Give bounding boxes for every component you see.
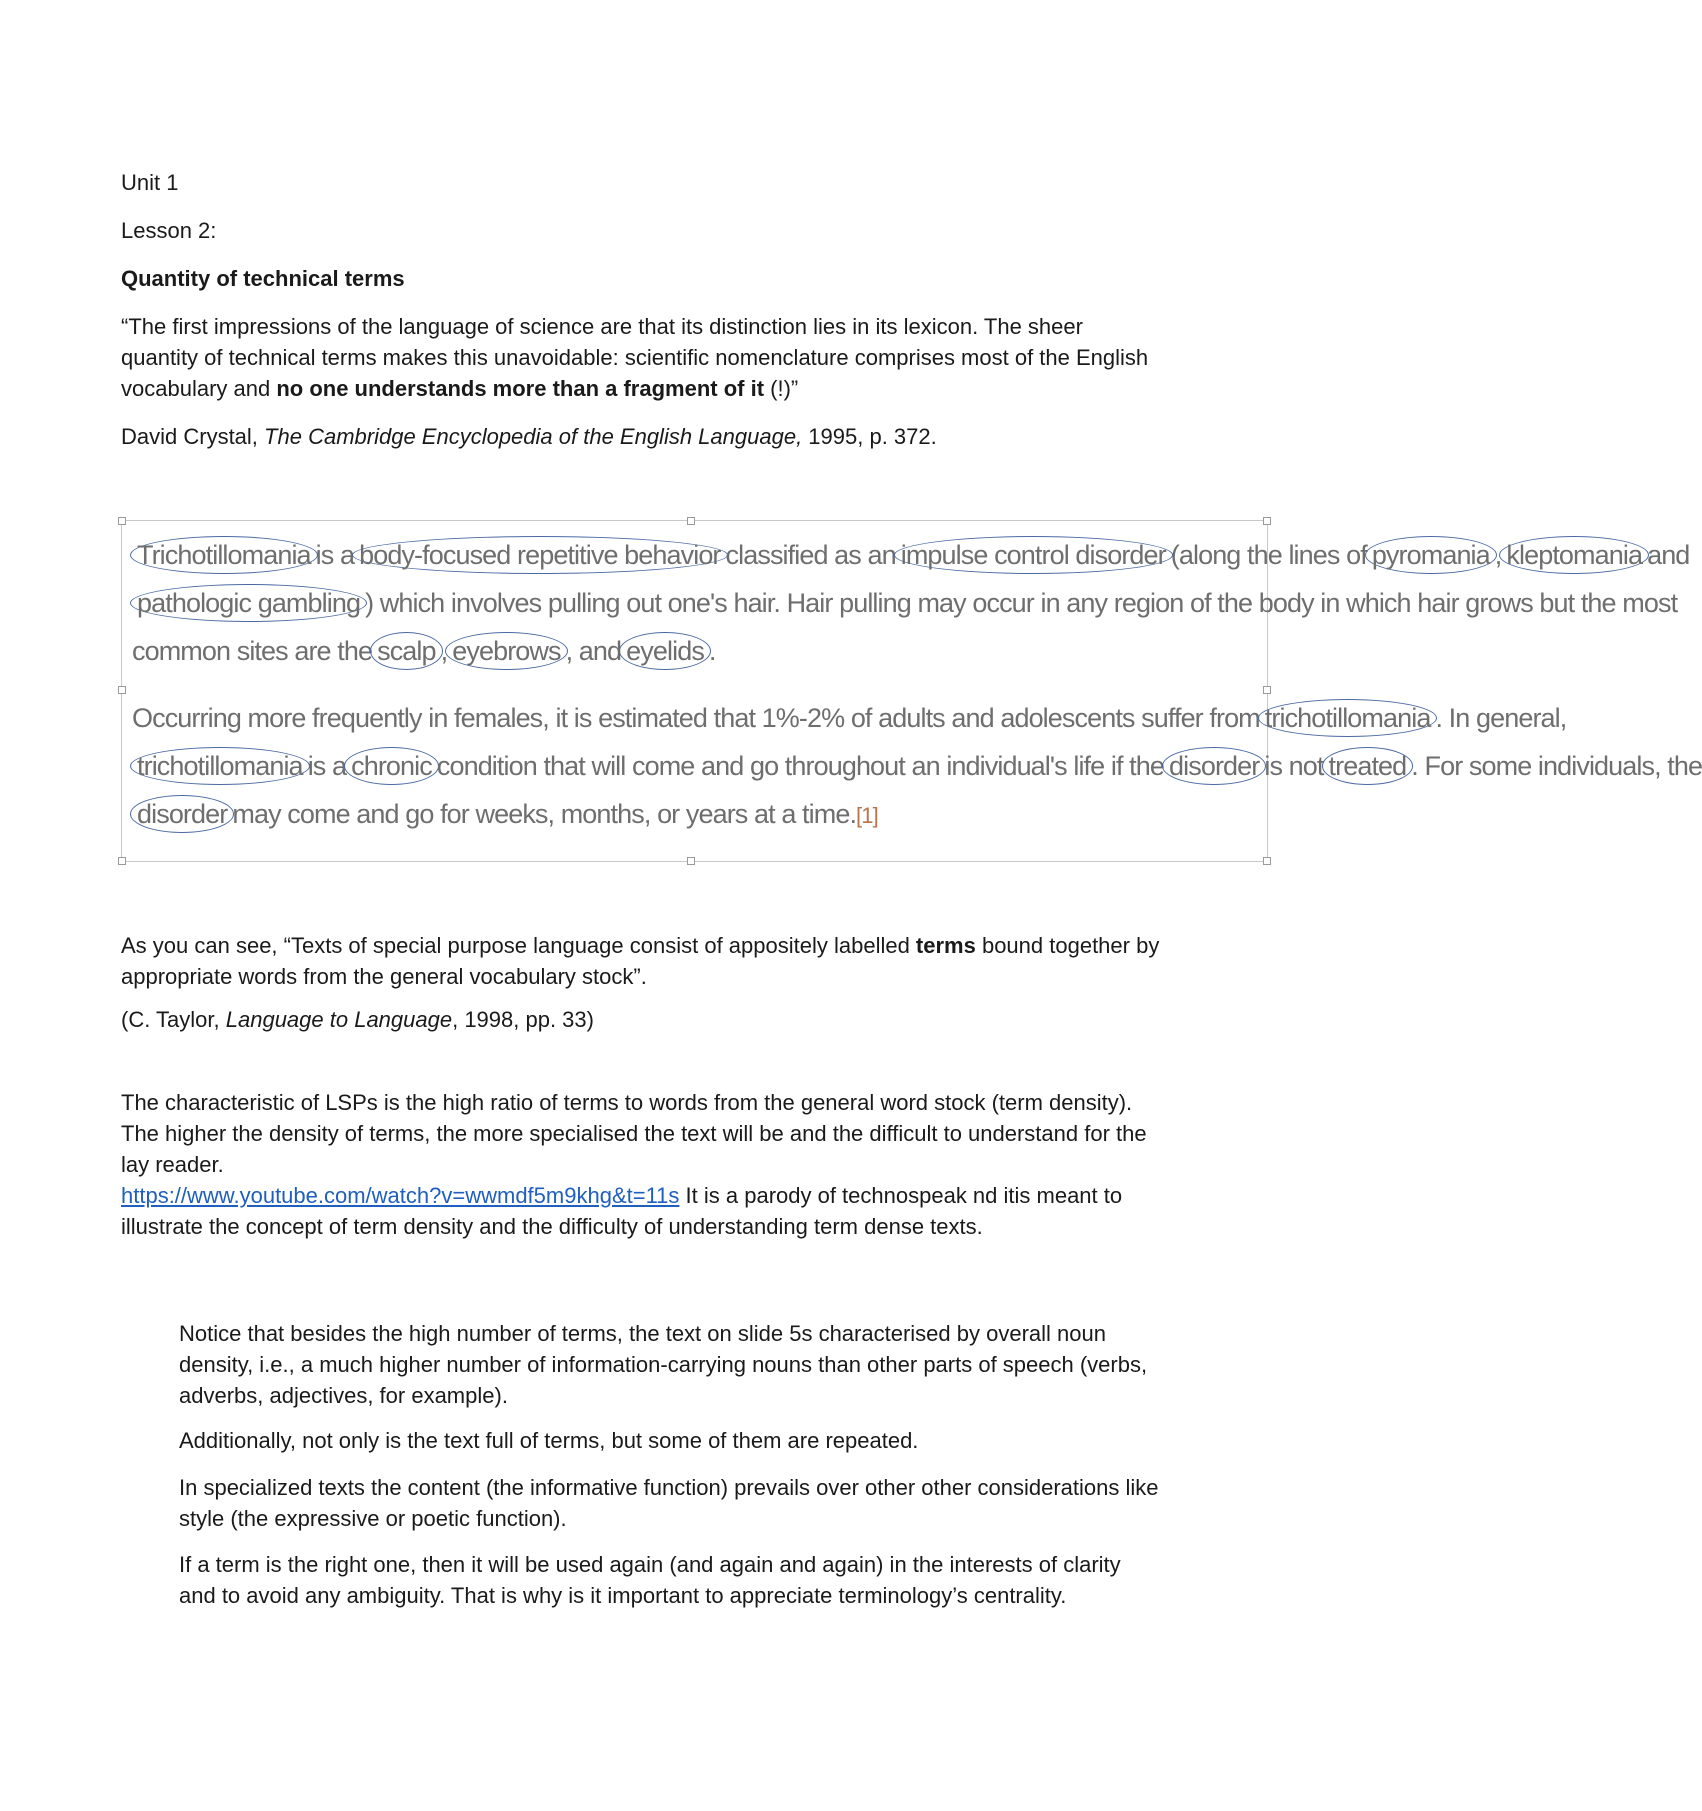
video-reference: https://www.youtube.com/watch?v=wwmdf5m9khg&t=11s It is a parody of technospeak nd itis meant to illustrate the concept of term density and the difficulty of understanding term dense texts. [121, 1183, 1123, 1239]
circled-term: Trichotillomania [130, 536, 318, 574]
section-title: Quantity of technical terms [121, 266, 405, 291]
figure-line-5: trichotillomaniais achroniccondition that will come and go throughout an individual's life if thedisorderis nottreated . For some individuals, the [132, 744, 1257, 788]
resize-handle[interactable] [118, 686, 126, 694]
density-explanation: The higher the density of terms, the more specialised the text will be and the difficult to understand for the lay reader. [121, 1121, 1147, 1177]
circled-term: scalp [370, 632, 443, 670]
circled-term: trichotillomania [130, 747, 310, 785]
quote-end: (!)” [764, 376, 799, 401]
circled-term: treated [1322, 747, 1414, 785]
circled-term: eyebrows [445, 632, 567, 670]
figure-line-4: Occurring more frequently in females, it is estimated that 1%-2% of adults and adolescents suffer fromtrichotillomania . In general, [132, 696, 1257, 740]
lesson-label: Lesson 2: [121, 218, 217, 243]
circled-term: pyromania [1365, 536, 1497, 574]
taylor-citation: (C. Taylor, Language to Language, 1998, pp. 33) [121, 1007, 594, 1032]
resize-handle[interactable] [687, 857, 695, 865]
circled-term: disorder [130, 795, 234, 833]
circled-term: kleptomania [1499, 536, 1649, 574]
taylor-quote: As you can see, “Texts of special purpose language consist of appositely labelled terms bound together by appropriate words from the general vocabulary stock”. [121, 933, 1160, 989]
figure-line-3: common sites are thescalp ,eyebrows , andeyelids . [132, 629, 1257, 673]
resize-handle[interactable] [1263, 857, 1271, 865]
noun-density-paragraph: Notice that besides the high number of terms, the text on slide 5s characterised by overall noun density, i.e., a much higher number of information-carrying nouns than other parts of speech (verbs, adverbs, adjectives, for example). [179, 1321, 1148, 1408]
quote-bold-text: no one understands more than a fragment of it [276, 376, 765, 401]
citation-work: The Cambridge Encyclopedia of the English Language, [264, 424, 803, 449]
youtube-link[interactable]: https://www.youtube.com/watch?v=wwmdf5m9khg&t=11s [121, 1183, 680, 1208]
content-function-paragraph: In specialized texts the content (the informative function) prevails over other other considerations like style (the expressive or poetic function). [179, 1475, 1159, 1531]
repetition-paragraph: Additionally, not only is the text full of terms, but some of them are repeated. [179, 1428, 919, 1453]
crystal-quote [121, 311, 1161, 404]
annotated-text-image[interactable] [121, 520, 1702, 862]
unit-label: Unit 1 [121, 170, 179, 195]
terminology-centrality-paragraph: If a term is the right one, then it will be used again (and again and again) in the interests of clarity and to avoid any ambiguity. That is why is it important to appreciate terminology’s centrality. [179, 1552, 1121, 1608]
circled-term: body-focused repetitive behavior [352, 536, 727, 574]
citation-details: 1995, p. 372. [802, 424, 937, 449]
term-density-section [121, 1087, 1161, 1242]
circled-term: disorder [1162, 747, 1266, 785]
resize-handle[interactable] [1263, 517, 1271, 525]
figure-line-1: Trichotillomaniais abody-focused repetitive behaviorclassified as animpulse control disorder(along the lines ofpyromania ,kleptomaniaand [132, 533, 1257, 577]
citation-work: Language to Language [225, 1007, 453, 1032]
quote-text: “The first impressions of the language of science are that its distinction lies in its lexicon. The sheer quantity of technical terms makes this unavoidable: scientific nomenclature comprises most of the English vocabulary and [121, 314, 1149, 401]
circled-term: eyelids [619, 632, 711, 670]
lsp-characteristic: The characteristic of LSPs is the high ratio of terms to words from the general word stock (term density). [121, 1090, 1133, 1115]
crystal-citation [121, 421, 1161, 452]
circled-term: pathologic gambling [130, 584, 367, 622]
resize-handle[interactable] [118, 857, 126, 865]
figure-line-2: pathologic gambling ) which involves pulling out one's hair. Hair pulling may occur in any region of the body in which hair grows but the most [132, 581, 1257, 625]
citation-author: David Crystal, [121, 424, 265, 449]
circled-term: impulse control disorder [894, 536, 1173, 574]
circled-term: chronic [344, 747, 439, 785]
resize-handle[interactable] [118, 517, 126, 525]
footnote-reference[interactable]: [1] [856, 803, 878, 828]
terms-bold: terms [915, 933, 976, 958]
figure-line-6: disordermay come and go for weeks, months, or years at a time.[1] [132, 792, 1257, 836]
resize-handle[interactable] [1263, 686, 1271, 694]
resize-handle[interactable] [687, 517, 695, 525]
circled-term: trichotillomania [1258, 699, 1438, 737]
